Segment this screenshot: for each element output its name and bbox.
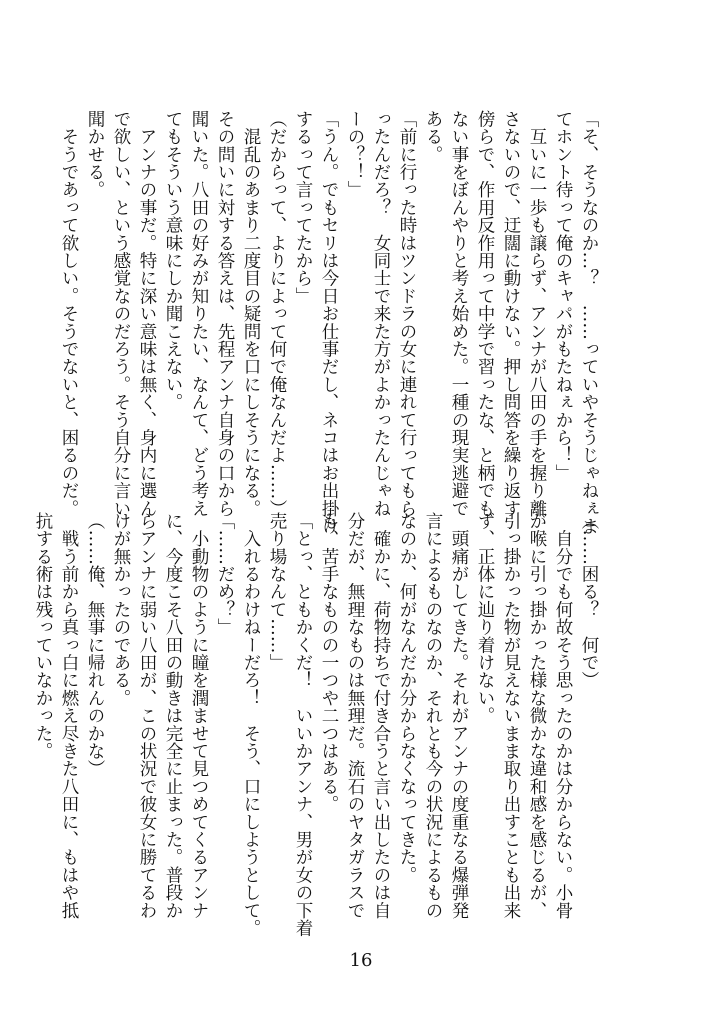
page-number: 16 bbox=[349, 950, 373, 971]
text-line: 「うん。でもセリは今日お仕事だし、ネコはお出掛け bbox=[319, 110, 339, 535]
upper-text-block bbox=[59, 110, 602, 535]
text-line: てもそういう意味にしか聞こえない。 bbox=[163, 110, 183, 411]
text-line: 「……だめ？」 bbox=[215, 512, 235, 636]
text-line: 確かに、荷物持ちで付き合うと言い出したのは自 bbox=[371, 512, 391, 920]
text-line: 抗する術は残っていなかった。 bbox=[33, 512, 53, 760]
text-line: けが無かったのである。 bbox=[111, 512, 131, 707]
text-line: に、今度こそ八田の動きは完全に止まった。普段か bbox=[163, 512, 183, 920]
text-line: ったんだろ？ 女同士で来た方がよかったんじゃね bbox=[371, 110, 391, 518]
text-line: そうであって欲しい。そうでないと、困るのだ。 bbox=[59, 110, 79, 518]
text-line: が喉に引っ掛かった様な微かな違和感を感じるが、 bbox=[527, 512, 547, 920]
text-line: 「とっ、ともかくだ！ いいかアンナ、男が女の下着 bbox=[293, 512, 313, 937]
text-line: なのか、何がなんだか分からなくなってきた。 bbox=[397, 512, 417, 884]
text-line: （……俺、無事に帰れんのかな） bbox=[85, 512, 105, 778]
text-line: で欲しい、という感覚なのだろう。そう自分に言い bbox=[111, 110, 131, 518]
text-line: 自分でも何故そう思ったのかは分からない。小骨 bbox=[553, 512, 573, 920]
text-line: 入れるわけねーだろ！ そう、口にしようとして。 bbox=[241, 512, 261, 937]
text-line: （だからって、よりによって何で俺なんだよ……） bbox=[267, 110, 287, 518]
text-line: するって言ってたから」 bbox=[293, 110, 313, 305]
text-line: 傍らで、作用反作用って中学で習ったな、と柄でも bbox=[475, 110, 495, 518]
text-line: 頭痛がしてきた。それがアンナの度重なる爆弾発 bbox=[449, 512, 469, 920]
text-line: てホント待って俺のキャパがもたねぇから！」 bbox=[553, 110, 573, 482]
text-line: 「前に行った時はツンドラの女に連れて行ってもら bbox=[397, 110, 417, 518]
text-line: ず、正体に辿り着けない。 bbox=[475, 512, 495, 725]
text-line: （……困る？ 何で） bbox=[579, 512, 599, 689]
text-line: 「そ、そうなのか…？ ……っていやそうじゃねぇま bbox=[579, 110, 599, 535]
text-line: 引っ掛かった物が見えないまま取り出すことも出来 bbox=[501, 512, 521, 920]
text-line: 小動物のように瞳を潤ませて見つめてくるアンナ bbox=[189, 512, 209, 920]
text-line: らアンナに弱い八田が、この状況で彼女に勝てるわ bbox=[137, 512, 157, 920]
text-line: アンナの事だ。特に深い意味は無く、身内に選ん bbox=[137, 110, 157, 518]
text-line: ーの？！」 bbox=[345, 110, 365, 199]
text-line: 混乱のあまり二度目の疑問を口にしそうになる。 bbox=[241, 110, 261, 518]
lower-text-block bbox=[33, 512, 602, 937]
text-line: ある。 bbox=[423, 110, 443, 164]
text-line: 売り場なんて……」 bbox=[267, 512, 287, 672]
text-line: 言によるものなのか、それとも今の状況によるもの bbox=[423, 512, 443, 920]
text-line: も、苦手なものの一つや二つはある。 bbox=[319, 512, 339, 813]
text-line: さないので、迂闊に動けない。押し問答を繰り返す bbox=[501, 110, 521, 518]
text-line: その問いに対する答えは、先程アンナ自身の口から bbox=[215, 110, 235, 518]
text-line: 互いに一歩も譲らず、アンナが八田の手を握り離 bbox=[527, 110, 547, 518]
text-line: 聞かせる。 bbox=[85, 110, 105, 199]
text-line: 戦う前から真っ白に燃え尽きた八田に、もはや抵 bbox=[59, 512, 79, 920]
text-line: 分だが、無理なものは無理だ。流石のヤタガラスで bbox=[345, 512, 365, 920]
text-line: 聞いた。八田の好みが知りたい、なんて、どう考え bbox=[189, 110, 209, 518]
text-line: ない事をぼんやりと考え始めた。一種の現実逃避で bbox=[449, 110, 469, 518]
